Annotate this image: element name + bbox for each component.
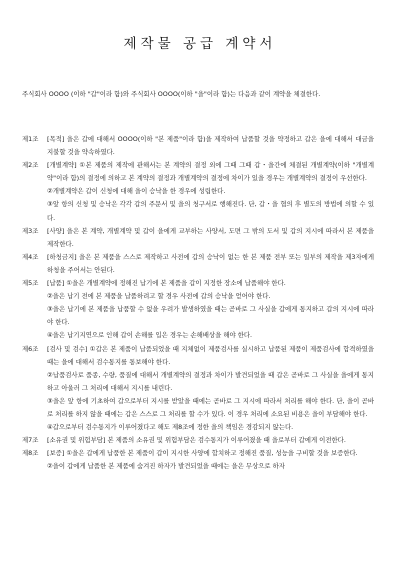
article-number: 제2조: [22, 161, 39, 170]
article-number: 제8조: [22, 449, 39, 458]
article-body: [47, 277, 374, 342]
article-number: 제5조: [22, 279, 39, 288]
article-paragraph: [하청금지] 을은 본 제품을 스스로 제작하고 사전에 갑의 승낙이 없는 한 본 제품 전부 또는 일부의 제작을 제3자에게 하청을 주어서는 안된다.: [47, 252, 374, 274]
article-number: 제4조: [22, 252, 39, 261]
article: [22, 277, 374, 342]
article-body: [47, 251, 374, 277]
article-paragraph: [보증] ①을은 갑에게 납품한 본 제품이 갑이 지시한 사양에 합치하고 정해진 품질, 성능을 구비할 것을 보증한다.: [47, 449, 358, 458]
document-title: 제작물 공급 계약서: [123, 36, 277, 52]
article-paragraph: [소유권 및 위험부담] 본 제품의 소유권 및 위험부담은 검수통지가 이루어졌을 때 을로부터 갑에게 이전한다.: [47, 436, 346, 445]
article-paragraph: [목적] 을은 갑에 대해서 OOOO(이하 "본 제품"이라 함)을 제작하여 납품할 것을 약정하고 갑은 을에 대해서 대금을 지불할 것을 약속하였다.: [47, 135, 374, 157]
article: [22, 225, 374, 251]
article: [22, 159, 374, 224]
article-body: [47, 447, 374, 473]
article-paragraph: ②납품검사로 품종, 수량, 품질에 대해서 개별계약의 결정과 차이가 발견되었을 때 갑은 곧바로 그 사실을 을에게 통지하고 아울러 그 처리에 대해서 지시를 내린다.: [47, 370, 374, 392]
article-paragraph: ②개별계약은 갑이 신청에 대해 을이 승낙을 한 경우에 성립한다.: [47, 187, 226, 196]
article-paragraph: ④갑으로부터 검수통지가 이루어졌다고 해도 제8조에 정한 을의 책임은 경감되지 않는다.: [47, 423, 294, 432]
article: [22, 133, 374, 159]
article-paragraph: ④을은 납기지연으로 인해 갑이 손해를 입은 경우는 손해배상을 해야 한다.: [47, 331, 253, 340]
article: [22, 343, 374, 435]
article-body: [47, 434, 374, 447]
article: [22, 447, 374, 473]
article-number: 제1조: [22, 135, 39, 143]
article-paragraph: [검사 및 검수] ①갑은 본 제품이 납품되었을 때 지체없이 제품검사를 실시하고 납품된 제품이 제품검사에 합격하였을 때는 을에 대해서 검수통지를 통보해야 한다.: [47, 344, 374, 366]
article-paragraph: [사양] 을은 본 계약, 개별계약 및 갑이 을에게 교부하는 사양서, 도면 그 밖의 도서 및 갑의 지시에 따라서 본 제품을 제작한다.: [47, 226, 374, 248]
article: [22, 434, 374, 447]
article: [22, 251, 374, 277]
article-paragraph: ②을이 갑에게 납품한 본 제품에 숨겨진 하자가 발견되었을 때에는 을은 무상으로 하자: [47, 462, 285, 471]
article-body: [47, 133, 374, 159]
article-body: [47, 159, 374, 224]
article-paragraph: ②을은 납기 전에 본 제품을 납품하려고 할 경우 사전에 갑의 승낙을 얻어야 한다.: [47, 292, 271, 301]
article-paragraph: [개별계약] ①본 제품의 제작에 관해서는 본 계약의 결정 외에 그때 그때 갑・을간에 체결된 개별계약(이하 "개별계약"이라 함)의 결정에 의하고 본 계약의 결정과 개별계약의 결정에 차이가 있을 경우는 개별계약의 결정이 우선한다.: [47, 161, 374, 183]
article-body: [47, 225, 374, 251]
article-list: [22, 133, 374, 473]
article-number: 제6조: [22, 344, 39, 353]
article-paragraph: ③앞 항의 신청 및 승낙은 각각 갑의 주문서 및 을의 청구서로 행해진다. 단, 갑・을 협의 후 별도의 방법에 의할 수 있다.: [47, 200, 374, 222]
article-paragraph: [납품] ①을은 개별계약에 정해진 납기에 본 제품을 갑이 지정한 장소에 납품해야 한다.: [47, 279, 286, 288]
intro-paragraph: 주식회사 OOOO (이하 "갑"이라 함)와 주식회사 OOOO(이하 "을"이라 함)는 다음과 같이 계약을 체결한다.: [22, 90, 321, 98]
article-number: 제7조: [22, 436, 39, 445]
article-paragraph: ③을은 납기에 본 제품을 납품할 수 없을 우려가 발생하였을 때는 곧바로 그 사실을 갑에게 통지하고 갑의 지시에 따라야 한다.: [47, 305, 374, 327]
article-paragraph: ③을은 앞 항에 기초하여 갑으로부터 지시를 받았을 때에는 곧바로 그 지시에 따라서 처리를 해야 한다. 단, 을이 곧바로 처리를 하지 않을 때에는 갑은 스스로 그 처리를 할 수가 있다. 이 경우 처리에 소요된 비용은 을이 부담해야 한다.: [47, 396, 374, 418]
article-body: [47, 343, 374, 435]
article-number: 제3조: [22, 226, 39, 235]
